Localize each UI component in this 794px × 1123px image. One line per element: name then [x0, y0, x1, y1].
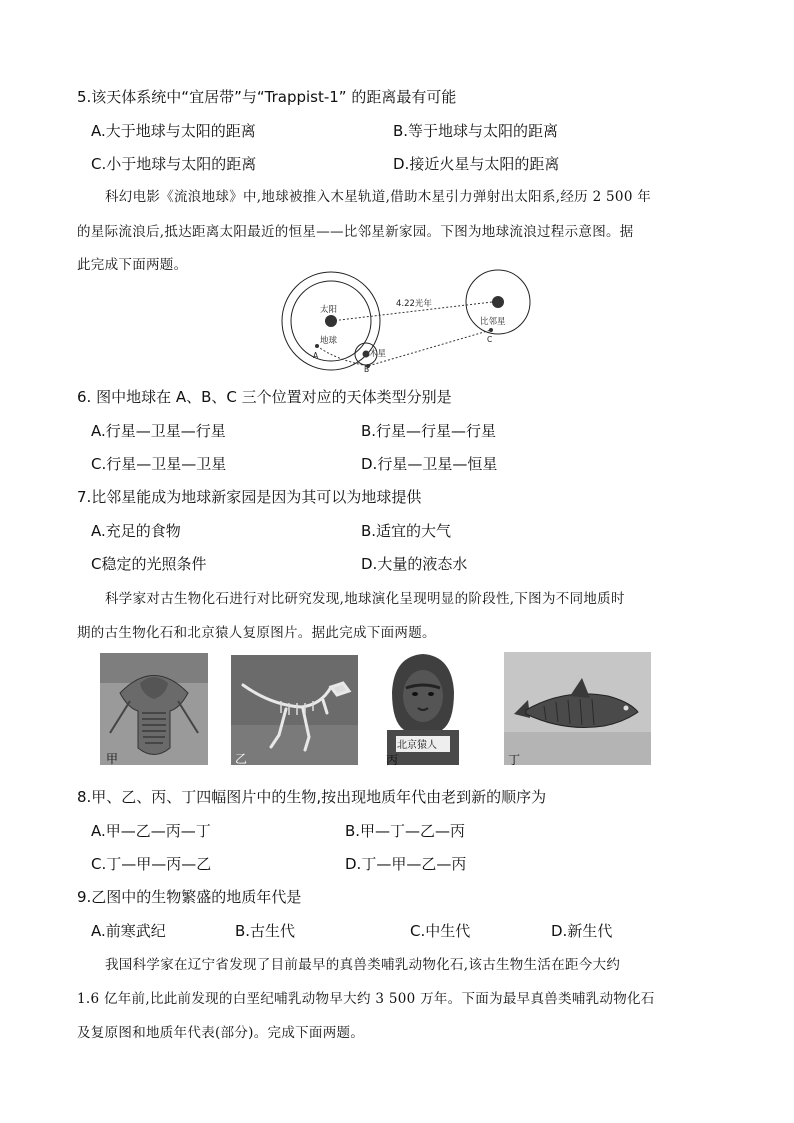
- q7-option-c: C稳定的光照条件: [91, 555, 207, 573]
- label-bing: 丙: [386, 753, 399, 767]
- proxima-label: 比邻星: [480, 317, 506, 327]
- passage1-line-3: 此完成下面两题。: [77, 257, 188, 273]
- q5-option-d: D.接近火星与太阳的距离: [393, 155, 560, 173]
- passage1-line-1: 科幻电影《流浪地球》中,地球被推入木星轨道,借助木星引力弹射出太阳系,经历 2 500 年: [105, 189, 652, 205]
- question-7-stem: 7.比邻星能成为地球新家园是因为其可以为地球提供: [77, 488, 422, 506]
- q6-option-c: C.行星—卫星—卫星: [91, 455, 227, 473]
- passage2-line-1: 科学家对古生物化石进行对比研究发现,地球演化呈现明显的阶段性,下图为不同地质时: [105, 591, 625, 607]
- earth-point-c: [489, 328, 493, 332]
- q7-option-b: B.适宜的大气: [361, 522, 452, 540]
- distance-label: 4.22光年: [396, 299, 432, 309]
- point-c-label: C: [487, 335, 493, 344]
- photo-jia-trilobite: [100, 653, 208, 765]
- q5-option-c: C.小于地球与太阳的距离: [91, 155, 257, 173]
- label-jia: 甲: [106, 752, 119, 766]
- passage3-line-2: 1.6 亿年前,比此前发现的白垩纪哺乳动物早大约 3 500 万年。下面为最早真兽类哺乳动物化石: [77, 991, 655, 1007]
- q6-option-a: A.行星—卫星—行星: [91, 422, 226, 440]
- passage1-line-2: 的星际流浪后,抵达距离太阳最近的恒星——比邻星新家园。下图为地球流浪过程示意图。据: [77, 224, 634, 240]
- earth-path: [317, 330, 491, 366]
- jupiter-label: 木星: [369, 349, 387, 359]
- q6-option-d: D.行星—卫星—恒星: [361, 455, 498, 473]
- q9-option-b: B.古生代: [235, 922, 296, 940]
- passage3-line-1: 我国科学家在辽宁省发现了目前最早的真兽类哺乳动物化石,该古生物生活在距今大约: [105, 957, 621, 973]
- q7-option-a: A.充足的食物: [91, 522, 181, 540]
- question-9-stem: 9.乙图中的生物繁盛的地质年代是: [77, 888, 302, 906]
- q5-option-a: A.大于地球与太阳的距离: [91, 122, 256, 140]
- q7-option-d: D.大量的液态水: [361, 555, 468, 573]
- question-6-stem: 6. 图中地球在 A、B、C 三个位置对应的天体类型分别是: [77, 388, 452, 406]
- q8-option-b: B.甲—丁—乙—丙: [345, 822, 466, 840]
- earth-wandering-diagram: [276, 268, 536, 373]
- photo-ding-fish: [504, 652, 651, 765]
- q6-option-b: B.行星—行星—行星: [361, 422, 497, 440]
- passage2-line-2: 期的古生物化石和北京猿人复原图片。据此完成下面两题。: [77, 625, 436, 641]
- sun-label: 太阳: [320, 305, 338, 315]
- proxima-star-icon: [492, 296, 504, 308]
- q8-option-c: C.丁—甲—丙—乙: [91, 855, 212, 873]
- peking-man-plaque: 北京猿人: [397, 740, 437, 751]
- q9-option-d: D.新生代: [551, 922, 613, 940]
- trilobite-fossil-icon: [100, 653, 208, 765]
- question-5-stem: 5.该天体系统中“宜居带”与“Trappist-1” 的距离最有可能: [77, 88, 457, 106]
- q9-option-a: A.前寒武纪: [91, 922, 166, 940]
- dinosaur-skeleton-icon: [231, 655, 358, 765]
- q8-option-a: A.甲—乙—丙—丁: [91, 822, 211, 840]
- point-a-label: A: [313, 351, 319, 360]
- q8-option-d: D.丁—甲—乙—丙: [345, 855, 467, 873]
- earth-point-a: [315, 344, 319, 348]
- question-8-stem: 8.甲、乙、丙、丁四幅图片中的生物,按出现地质年代由老到新的顺序为: [77, 788, 547, 806]
- point-b-label: B: [364, 365, 370, 373]
- photo-yi-dinosaur: [231, 655, 358, 765]
- label-ding: 丁: [508, 753, 521, 767]
- label-yi: 乙: [235, 752, 248, 766]
- fish-fossil-icon: [504, 652, 651, 765]
- q9-option-c: C.中生代: [410, 922, 471, 940]
- earth-label: 地球: [320, 336, 338, 346]
- passage3-line-3: 及复原图和地质年代表(部分)。完成下面两题。: [77, 1025, 365, 1041]
- q5-option-b: B.等于地球与太阳的距离: [393, 122, 559, 140]
